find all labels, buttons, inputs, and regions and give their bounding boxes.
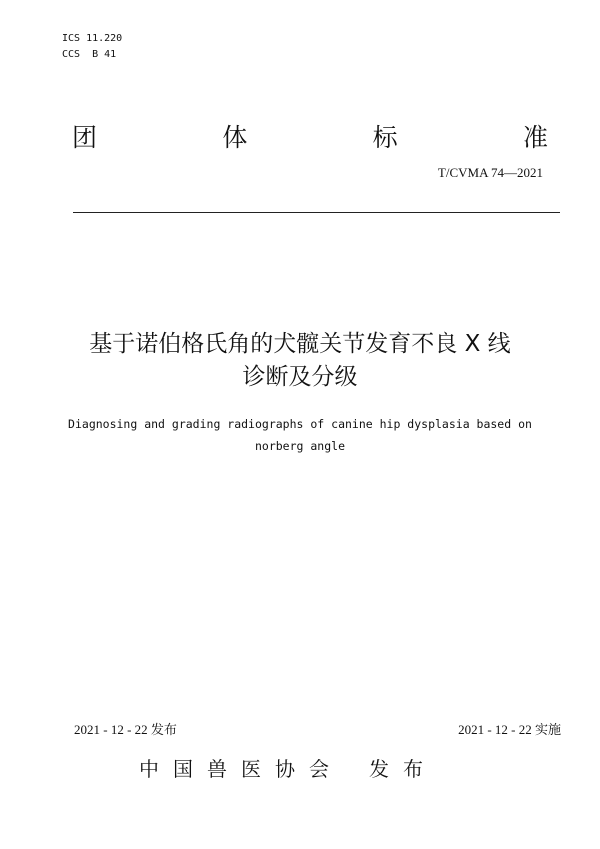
standard-number: T/CVMA 74—2021 bbox=[437, 165, 543, 180]
header-divider bbox=[73, 212, 560, 213]
ccs-code: CCS B 41 bbox=[62, 49, 117, 60]
chinese-title bbox=[0, 328, 600, 394]
english-title-line: Diagnosing and grading radiographs of canine hip dysplasia based on bbox=[68, 417, 532, 431]
ics-code: ICS 11.220 bbox=[62, 33, 123, 44]
standard-type-char: 准 bbox=[522, 123, 548, 152]
standard-type-heading bbox=[72, 118, 548, 154]
issue-date: 2021 - 12 - 22 发布 bbox=[74, 722, 177, 737]
english-title-line: norberg angle bbox=[254, 439, 345, 453]
date-row bbox=[74, 719, 561, 738]
standard-type-char: 标 bbox=[372, 123, 398, 152]
implementation-date: 2021 - 12 - 22 实施 bbox=[458, 722, 561, 737]
english-title bbox=[0, 413, 600, 457]
classification-block bbox=[62, 31, 122, 63]
chinese-title-line: 基于诺伯格氏角的犬髋关节发育不良 X 线 bbox=[89, 331, 511, 357]
publisher-name: 中国兽医协会 bbox=[139, 757, 343, 781]
standard-type-char: 团 bbox=[72, 123, 98, 152]
publisher-line bbox=[139, 753, 437, 782]
chinese-title-line: 诊断及分级 bbox=[242, 364, 358, 390]
publish-label: 发布 bbox=[369, 757, 437, 781]
standard-type-char: 体 bbox=[222, 123, 248, 152]
